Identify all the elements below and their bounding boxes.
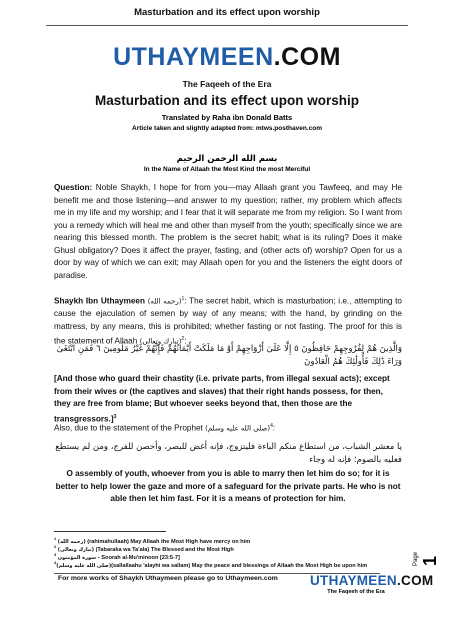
footnote-num-2: 2: [54, 544, 57, 549]
footnote-ref-1: 1: [181, 296, 185, 302]
footnote-text-2: (Tabaraka wa Ta'ala) The Blessed and the Most High: [94, 546, 234, 553]
quran-ayah-arabic: وَالَّذِينَ هُمْ لِفُرُوجِهِمْ حَافِظُونَ ٥ إِلَّا عَلَىٰ أَزْوَاجِهِمْ أَوْ مَا مَلَكَتْ أَيْمَانُهُمْ فَإِنَّهُمْ غَيْرُ مَلُومِينَ ٦ فَمَنِ ابْتَغَىٰ وَرَاءَ ذَٰلِكَ فَأُولَٰئِكَ هُمُ الْعَادُونَ: [56, 344, 402, 367]
prophet-honorific: (صلى الله عليه وسلم): [205, 424, 271, 433]
question-paragraph: [54, 182, 402, 282]
ayah-translation: [54, 373, 402, 426]
prophet-statement-text: Also, due to the statement of the Prophet: [54, 423, 206, 433]
logo-part-1: UTHAYMEEN: [113, 43, 274, 71]
page-label: Page: [413, 551, 419, 566]
answer-colon: :: [184, 336, 187, 346]
answer-speaker: Shaykh Ibn Uthaymeen: [54, 296, 145, 306]
footer-logo-part-2: .COM: [396, 573, 434, 588]
article-title: Masturbation and its effect upon worship: [94, 93, 359, 108]
footnote-4: [54, 559, 414, 570]
running-header: Masturbation and its effect upon worship: [134, 7, 320, 18]
footnote-divider: [54, 531, 166, 532]
question-label: Question:: [54, 183, 93, 192]
site-logo: [0, 44, 454, 70]
logo-subtitle: The Faqeeh of the Era: [182, 79, 272, 89]
ayah-translation-text: [And those who guard their chastity (i.e. private parts, from illegal sexual acts); except from their wives or (the captives and slaves) that their right hands possess, for then, they are free from blame; But whoever seeks beyond that, then those are the transgressors.]: [54, 374, 390, 424]
logo-part-2: .COM: [273, 43, 341, 71]
footer-logo-part-1: UTHAYMEEN: [310, 573, 397, 588]
hadith-arabic: يا معشر الشباب، من استطاع منكم الباءة فليتزوج، فإنه أغض للبصر، وأحصن للفرج، ومن لم يستطع فعليه بالصوم؛ فإنه له وجاء: [55, 442, 402, 465]
footnote-arabic-4: (صلى الله عليه وسلم): [56, 562, 112, 569]
page-number: [412, 548, 442, 588]
translator-credit: Translated by Raha ibn Donald Batts: [161, 113, 293, 122]
hadith-translation: O assembly of youth, whoever from you is able to marry then let him do so; for it is better to help lower the gaze and more of a safeguard for the private parts. He who is not able then let him fast. For it is a means of protection for him.: [55, 469, 401, 503]
footnote-num-4: 4: [54, 560, 57, 565]
page-number-value: 1: [420, 555, 440, 566]
footnote-ref-4: 4: [270, 423, 273, 429]
footnote-text-3: Soorah al-Mu'minoon [23:5-7]: [99, 554, 180, 561]
basmala-english: In the Name of Allaah the Most Kind the most Merciful: [143, 166, 311, 173]
footnote-ref-2: 2: [181, 336, 185, 343]
basmala-arabic: بسم الله الرحمن الرحيم: [176, 154, 278, 164]
prophet-statement: [54, 420, 402, 435]
answer-honorific-2: (تبارك وتعالى): [139, 337, 182, 346]
footer-logo-subtitle: The Faqeeh of the Era: [327, 589, 385, 595]
footnote-arabic-2: (تبارك وتعالى): [57, 546, 95, 553]
question-text: Noble Shaykh, I hope for from you—may Allaah grant you Tawfeeq, and may He benefit me and those listening—and answer to my question; rather, my problem which affects me in my life and my worship; and I fear that it will separate me from my religion. So I want from you a remedy which will heal me and other than myself from the youth; specifically since we are nearing this blessed month. The problem is the secret habit; what is its ruling? Does it make Ghusl obligatory? Does it affect the prayer, fasting, and (other acts of) worship? Open for us a door by way of which we can exit; may Allaah open for you and the listeners the eight doors of paradise.: [54, 183, 402, 280]
answer-honorific: (رحمه الله): [147, 297, 182, 306]
footnote-arabic-3: سورة المؤمنون -: [57, 554, 100, 561]
footnote-num-3: 3: [54, 552, 57, 557]
footnote-ref-3: 3: [113, 413, 117, 420]
footnote-arabic-1: (رحمه الله): [57, 538, 86, 545]
header-divider: [46, 25, 408, 26]
answer-paragraph: [54, 293, 402, 348]
footnote-text-1: (rahimahullaah) May Allaah the Most High have mercy on him: [85, 538, 251, 545]
prophet-statement-colon: :: [272, 423, 276, 433]
answer-text: : The secret habit, which is masturbation; i.e., attempting to cause the ejaculation of semen by way of any means; with the hand, by grinding on the mattress, by any means, this is prohibited; whether fasting or not fasting. The proof for this is the statement of Allaah: [54, 296, 402, 346]
footer-link-text: For more works of Shaykh Uthaymeen please go to Uthaymeen.com: [58, 575, 278, 582]
source-credit: Article taken and slightly adapted from: mtws.posthaven.com: [132, 125, 322, 132]
footnote-text-4: (sallallaahu 'alayhi wa sallam) May the peace and blessings of Allaah the Most High be upon him: [111, 562, 368, 569]
footnote-num-1: 1: [54, 536, 57, 541]
